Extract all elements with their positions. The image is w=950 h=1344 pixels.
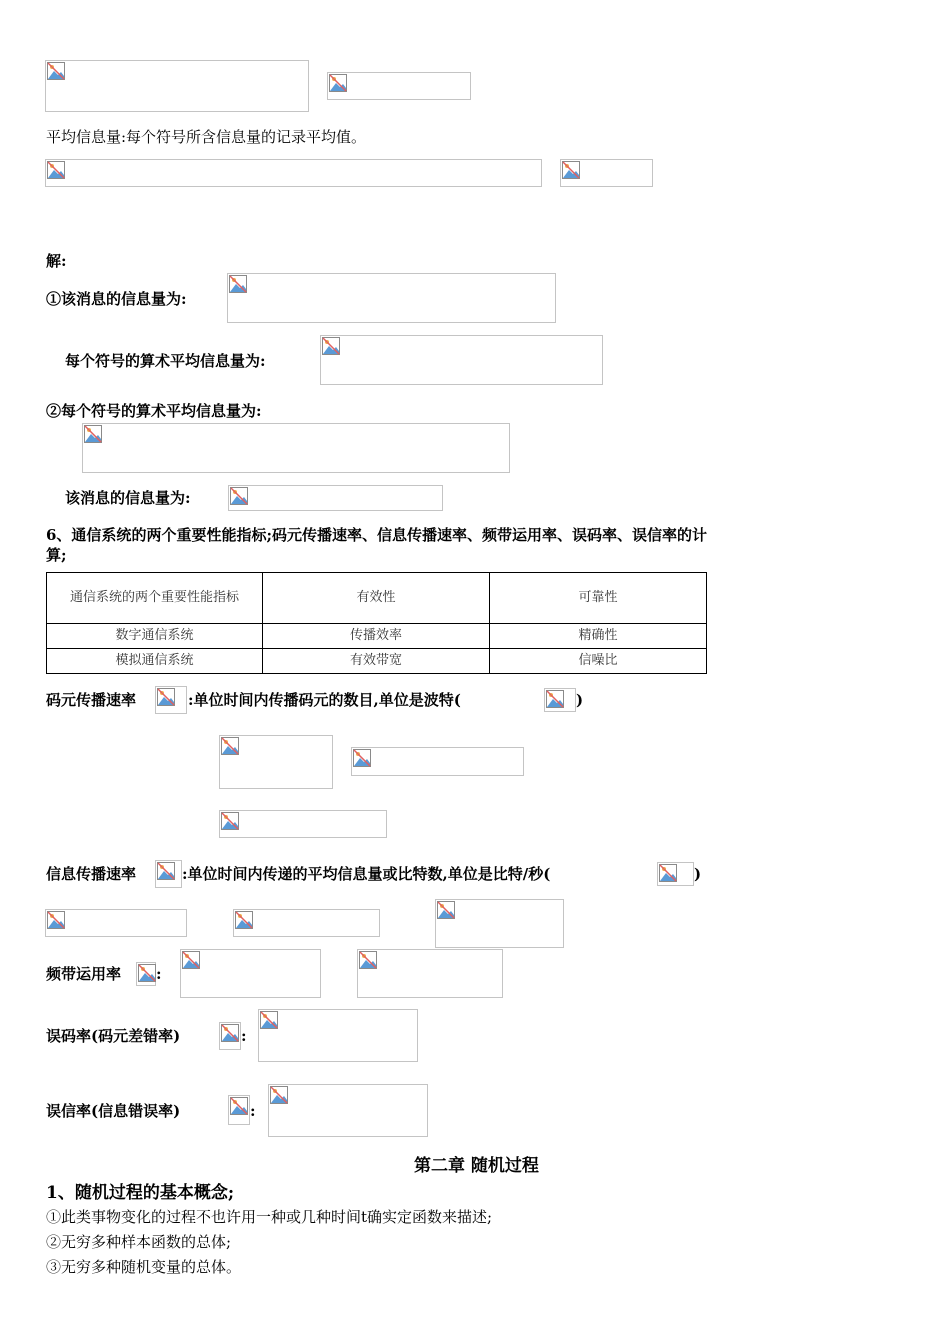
table-cell: 模拟通信系统 — [47, 649, 263, 674]
formula-image — [327, 72, 471, 100]
table-header-cell: 有效性 — [263, 573, 490, 624]
chapter2-section1-heading: 1、随机过程的基本概念; — [46, 1183, 235, 1203]
item1-avg-label: 每个符号的算术平均信息量为: — [65, 352, 266, 370]
formula-image — [136, 962, 156, 986]
formula-image — [180, 949, 321, 998]
symbol-rate-label: 码元传播速率 — [46, 691, 137, 709]
formula-image — [560, 159, 653, 187]
formula-image — [155, 686, 187, 714]
formula-image — [320, 335, 603, 385]
item2-label: ②每个符号的算术平均信息量为: — [46, 402, 262, 420]
table-cell: 传播效率 — [263, 624, 490, 649]
table-cell: 精确性 — [490, 624, 707, 649]
formula-image — [544, 688, 576, 712]
formula-image — [219, 735, 333, 789]
list-item: ②无穷多种样本函数的总体; — [46, 1233, 232, 1251]
info-rate-label: 信息传播速率 — [46, 865, 137, 883]
symbol-rate-close: ) — [576, 691, 584, 709]
table-row — [47, 624, 707, 649]
section6-heading-line2: 算; — [46, 546, 67, 564]
formula-image — [258, 1009, 418, 1062]
formula-image — [268, 1084, 428, 1137]
formula-image — [657, 862, 694, 886]
performance-table — [46, 572, 707, 674]
section6-heading-line1: 6、通信系统的两个重要性能指标;码元传播速率、信息传播速率、频带运用率、误码率、误信率的计 — [46, 526, 707, 544]
ber-label: 误信率(信息错误率) — [46, 1102, 181, 1120]
list-item: ③无穷多种随机变量的总体。 — [46, 1258, 242, 1276]
ser-colon: : — [241, 1027, 247, 1045]
chapter2-title: 第二章 随机过程 — [414, 1156, 539, 1176]
info-rate-desc: :单位时间内传递的平均信息量或比特数,单位是比特/秒( — [182, 865, 551, 883]
table-cell: 有效带宽 — [263, 649, 490, 674]
solution-heading: 解: — [46, 252, 67, 270]
info-rate-close: ) — [694, 865, 702, 883]
band-util-label: 频带运用率 — [46, 965, 122, 983]
formula-image — [82, 423, 510, 473]
formula-image — [228, 485, 443, 511]
item1-label: ①该消息的信息量为: — [46, 290, 187, 308]
formula-image — [228, 1095, 250, 1125]
table-cell: 数字通信系统 — [47, 624, 263, 649]
formula-image — [45, 60, 309, 112]
table-header-cell: 通信系统的两个重要性能指标 — [47, 573, 263, 624]
table-cell: 信噪比 — [490, 649, 707, 674]
formula-image — [155, 860, 182, 888]
symbol-rate-desc: :单位时间内传播码元的数目,单位是波特( — [188, 691, 461, 709]
ser-label: 误码率(码元差错率) — [46, 1027, 181, 1045]
table-row — [47, 649, 707, 674]
formula-image — [357, 949, 503, 998]
formula-image — [45, 909, 187, 937]
formula-image — [45, 159, 542, 187]
formula-image — [435, 899, 564, 948]
formula-image — [219, 810, 387, 838]
formula-image — [219, 1022, 241, 1050]
avg-info-definition: 平均信息量:每个符号所含信息量的记录平均值。 — [46, 128, 367, 146]
list-item: ①此类事物变化的过程不也许用一种或几种时间t确实定函数来描述; — [46, 1208, 493, 1226]
table-header-row — [47, 573, 707, 624]
formula-image — [227, 273, 556, 323]
band-util-colon: : — [156, 965, 162, 983]
formula-image — [233, 909, 380, 937]
ber-colon: : — [250, 1102, 256, 1120]
section6-heading — [46, 525, 707, 565]
item2-total-label: 该消息的信息量为: — [65, 489, 191, 507]
formula-image — [351, 747, 524, 776]
table-header-cell: 可靠性 — [490, 573, 707, 624]
